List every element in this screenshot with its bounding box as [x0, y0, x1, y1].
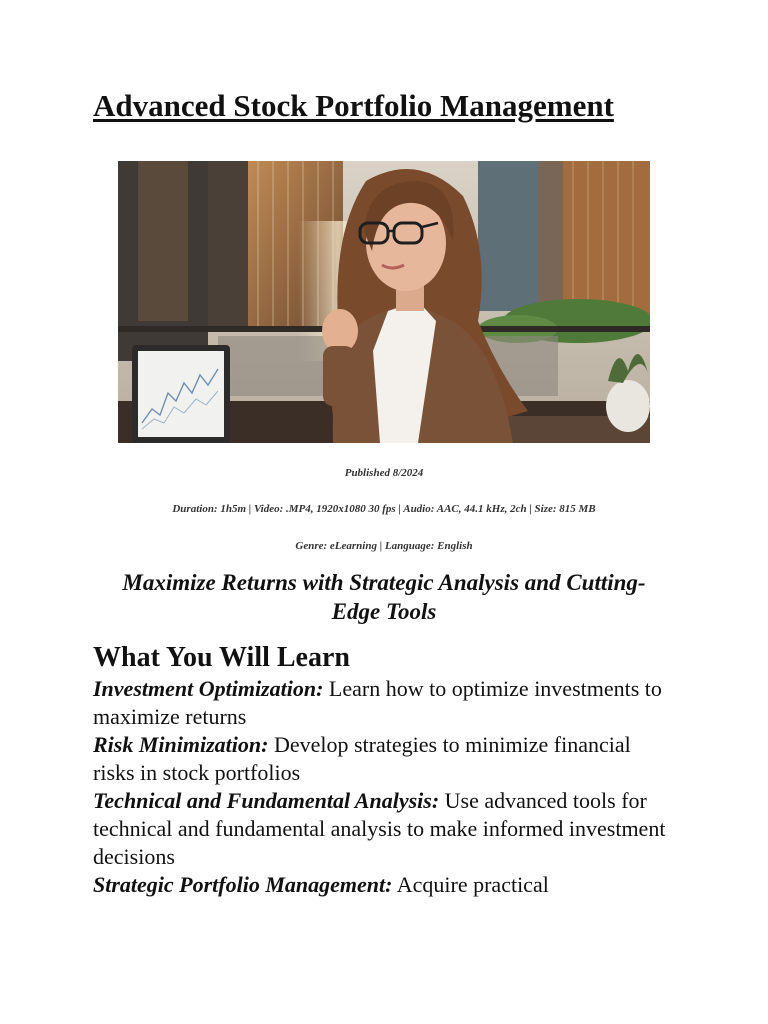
learn-item-description: Learn how to optimize investments to maximize returns	[93, 676, 662, 729]
learn-item-strategic-portfolio-management	[93, 871, 673, 899]
document-subtitle: Maximize Returns with Strategic Analysis and Cutting-Edge Tools	[122, 570, 646, 624]
published-date: Published 8/2024	[344, 467, 424, 479]
learn-item-risk-minimization	[93, 731, 673, 787]
learn-item-investment-optimization	[93, 675, 673, 731]
learn-item-description: Acquire practical	[396, 872, 549, 897]
learn-item-technical-fundamental-analysis	[93, 787, 673, 871]
document-title: Advanced Stock Portfolio Management	[93, 88, 614, 123]
video-specs: Duration: 1h5m | Video: .MP4, 1920x1080 30 fps | Audio: AAC, 44.1 kHz, 2ch | Size: 815 MB	[172, 503, 596, 515]
hero-image	[118, 161, 650, 443]
learn-item-term: Strategic Portfolio Management:	[93, 872, 393, 897]
genre-language: Genre: eLearning | Language: English	[295, 540, 473, 552]
learn-list	[93, 675, 673, 899]
section-heading-what-you-will-learn: What You Will Learn	[93, 642, 350, 673]
learn-item-description: Develop strategies to minimize financial risks in stock portfolios	[93, 732, 631, 785]
learn-item-description: Use advanced tools for technical and fundamental analysis to make informed investment decisions	[93, 788, 666, 869]
learn-item-term: Risk Minimization:	[93, 732, 269, 757]
learn-item-term: Technical and Fundamental Analysis:	[93, 788, 440, 813]
learn-item-term: Investment Optimization:	[93, 676, 324, 701]
